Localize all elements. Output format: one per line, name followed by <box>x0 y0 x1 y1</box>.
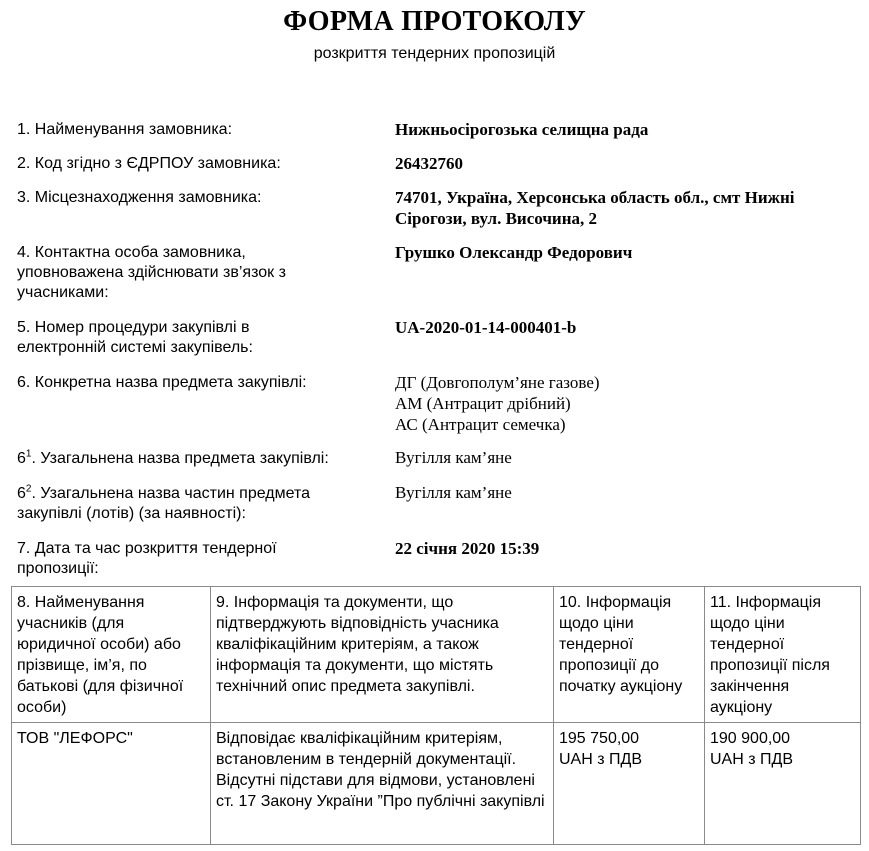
price-before-amount: 195 750,00 <box>559 730 640 747</box>
field-label-lots-name: $6^2$. Узагальнена назва частин предмета закупівлі (лотів) (за наявності): <box>17 483 311 522</box>
field-value-opening-datetime: 22 січня 2020 15:39 <box>395 539 540 558</box>
field-value-customer-name: Нижньосірогозька селищна рада <box>395 120 649 139</box>
page-subtitle: розкриття тендерних пропозицій <box>313 45 556 62</box>
field-value-subject-list <box>395 372 855 435</box>
header-price-before: 10. Інформація щодо ціни тендерної пропозиції до початку аукціону <box>554 587 705 723</box>
field-label-procedure-number: 5. Номер процедури закупівлі в електронній системі закупівель: <box>17 319 253 356</box>
header-qualification-info: 9. Інформація та документи, що підтверджують відповідність учасника кваліфікаційним критеріям, а також інформація та документи, що містять технічний опис предмета закупівлі. <box>211 587 554 723</box>
table-row <box>12 723 861 845</box>
field-value-location: 74701, Україна, Херсонська область обл., смт Нижні Сірогози, вул. Височина, 2 <box>395 188 795 228</box>
field-label-general-subject: $6^1$. Узагальнена назва предмета закупівлі: <box>17 448 329 467</box>
cell-price-before <box>554 723 705 845</box>
field-label-edrpou: 2. Код згідно з ЄДРПОУ замовника: <box>17 155 281 172</box>
field-label-subject-name: 6. Конкретна назва предмета закупівлі: <box>17 374 307 391</box>
field-value-lots-name: Вугілля кам’яне <box>395 483 512 502</box>
cell-price-after <box>705 723 861 845</box>
field-value-edrpou: 26432760 <box>395 154 463 173</box>
table-header-row <box>12 587 861 723</box>
field-value-general-subject: Вугілля кам’яне <box>395 448 512 467</box>
price-before-currency: UAH з ПДВ <box>559 751 643 768</box>
field-label-location: 3. Місцезнаходження замовника: <box>17 189 262 206</box>
bids-table <box>11 586 861 845</box>
cell-qualification-info: Відповідає кваліфікаційним критеріям, встановленим в тендерній документації. Відсутні підстави для відмови, установлені ст. 17 Закону України ”Про публічні закупівлі <box>211 723 554 845</box>
page-title: ФОРМА ПРОТОКОЛУ <box>283 6 586 37</box>
price-after-currency: UAH з ПДВ <box>710 751 794 768</box>
price-after-amount: 190 900,00 <box>710 730 791 747</box>
cell-participant: ТОВ "ЛЕФОРС" <box>12 723 211 845</box>
subject-item: АМ (Антрацит дрібний) <box>395 394 571 413</box>
field-value-procedure-number: UA-2020-01-14-000401-b <box>395 318 577 337</box>
header-participant: 8. Найменування учасників (для юридичної особи) або прізвище, ім’я, по батькові (для фізичної особи) <box>12 587 211 723</box>
field-value-contact-person: Грушко Олександр Федорович <box>395 243 633 262</box>
subject-item: ДГ (Довгополум’яне газове) <box>395 373 600 392</box>
header-price-after: 11. Інформація щодо ціни тендерної пропозиції після закінчення аукціону <box>705 587 861 723</box>
field-label-opening-datetime: 7. Дата та час розкриття тендерної пропозиції: <box>17 540 277 577</box>
field-label-customer-name: 1. Найменування замовника: <box>17 121 233 138</box>
field-label-contact-person: 4. Контактна особа замовника, уповноважена здійснювати зв’язок з учасниками: <box>17 244 286 301</box>
subject-item: АС (Антрацит семечка) <box>395 415 566 434</box>
